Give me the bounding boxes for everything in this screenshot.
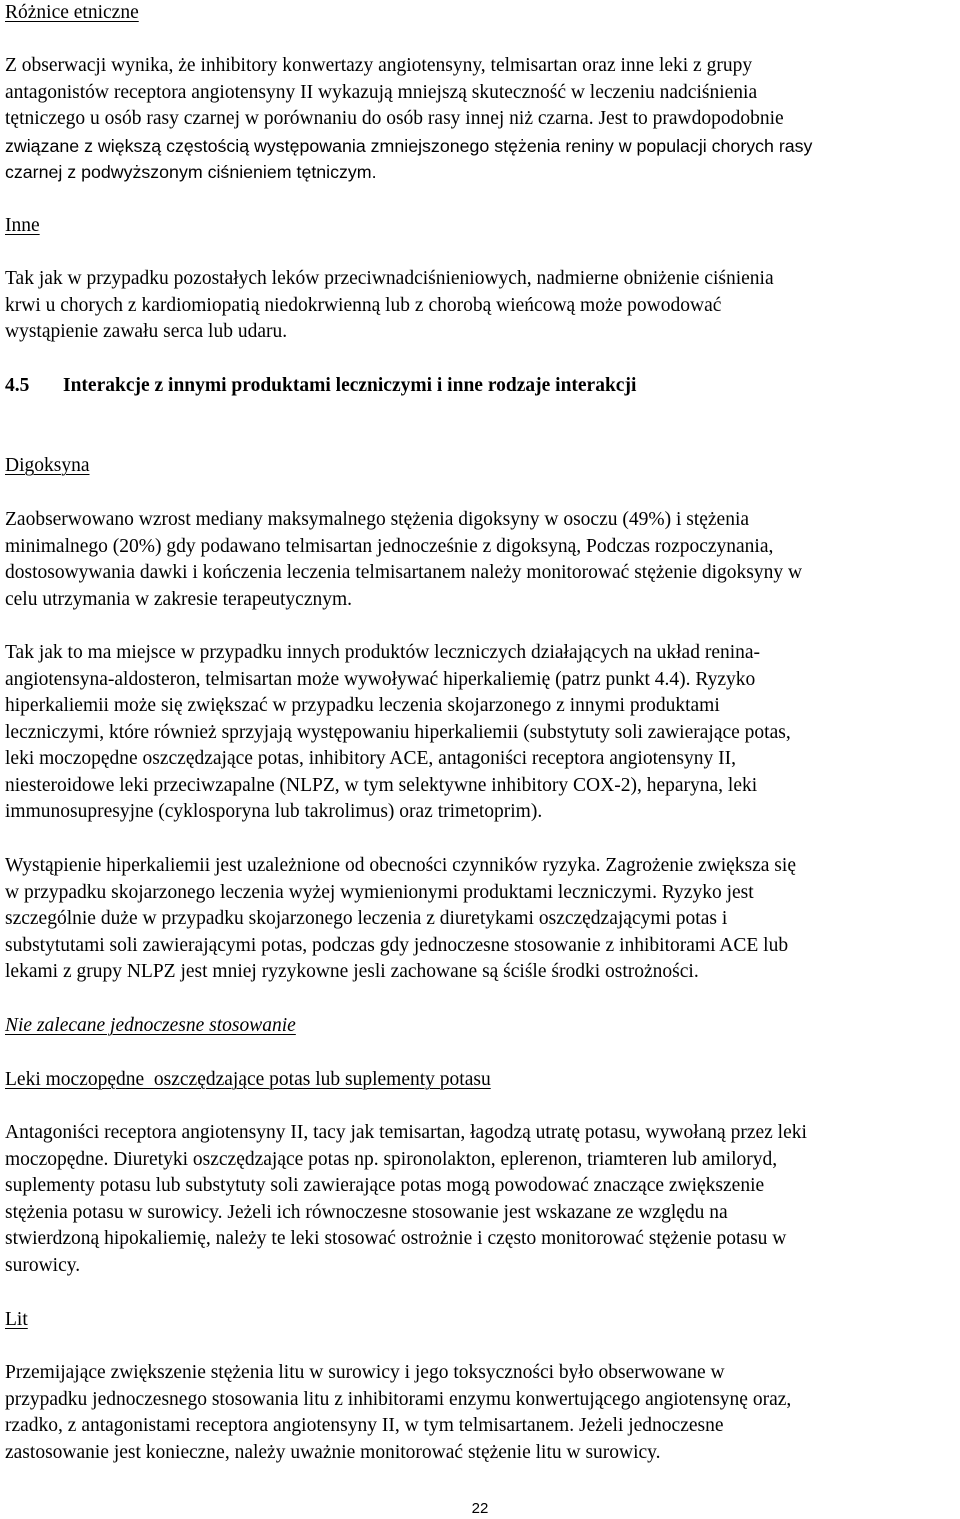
lithium-heading: Lit (5, 1309, 28, 1330)
text-line: surowicy. (5, 1254, 81, 1276)
text-line: czarnej z podwyższonym ciśnieniem tętniczym. (5, 162, 377, 182)
text-line: suplementy potasu lub substytuty soli zawierające potas mogą powodować znaczące zwiększenie (5, 1175, 765, 1196)
text-line: leczniczymi, które również sprzyjają występowaniu hiperkaliemii (substytuty soli zawierające potas, (5, 721, 791, 743)
text-line: Przemijające zwiększenie stężenia litu w surowicy i jego toksyczności było obserwowane w (5, 1362, 725, 1383)
page-number: 22 (471, 1500, 489, 1517)
digoxin-heading: Digoksyna (5, 455, 90, 476)
text-line: Antagoniści receptora angiotensyny II, tacy jak temisartan, łagodzą utratę potasu, wywołaną przez leki (5, 1122, 807, 1143)
section-title: Interakcje z innymi produktami leczniczymi i inne rodzaje interakcji (63, 375, 637, 396)
text-line: dostosowywania dawki i kończenia leczenia telmisartanem należy monitorować stężenie digoksyny w (5, 562, 803, 583)
text-line: zastosowanie jest konieczne, należy uważnie monitorować stężenie litu w surowicy. (5, 1441, 661, 1463)
text-line: Tak jak to ma miejsce w przypadku innych produktów leczniczych działających na układ renina- (5, 642, 761, 663)
lithium-paragraph (5, 1360, 791, 1466)
digoxin-paragraph (5, 507, 802, 613)
text-line: związane z większą częstością występowania zmniejszonego stężenia reniny w populacji chorych rasy (5, 135, 813, 156)
text-line: lekami z grupy NLPZ jest mniej ryzykowne jesli zachowane są ściśle środki ostrożności. (5, 961, 699, 982)
diuretics-heading: Leki moczopędne oszczędzające potas lub suplementy potasu (5, 1069, 491, 1090)
text-line: niesteroidowe leki przeciwzapalne (NLPZ, w tym selektywne inhibitory COX-2), heparyna, leki (5, 774, 758, 796)
text-line: wystąpienie zawału serca lub udaru. (5, 321, 288, 342)
text-line: stężenia potasu w surowicy. Jeżeli ich równoczesne stosowanie jest wskazane ze względu na (5, 1201, 728, 1223)
diuretics-paragraph (5, 1120, 807, 1279)
text-line: leki moczopędne oszczędzające potas, inhibitory ACE, antagoniści receptora angiotensyny II, (5, 748, 736, 769)
text-line: rzadko, z antagonistami receptora angiotensyny II, w tym telmisartanem. Jeżeli jednoczesne (5, 1415, 724, 1436)
not-recommended-heading: Nie zalecane jednoczesne stosowanie (5, 1015, 296, 1036)
text-line: krwi u chorych z kardiomiopatią niedokrwienną lub z chorobą wieńcową może powodować (5, 294, 722, 316)
text-line: immunosupresyjne (cyklosporyna lub takrolimus) oraz trimetoprim). (5, 801, 543, 822)
text-line: minimalnego (20%) gdy podawano telmisartan jednocześnie z digoksyną, Podczas rozpoczynania, (5, 535, 774, 557)
text-line: angiotensyna-aldosteron, telmisartan może wywoływać hiperkaliemię (patrz punkt 4.4). Ryzyko (5, 668, 756, 690)
text-line: hiperkaliemii może się zwiększać w przypadku leczenia skojarzonego z innymi produktami (5, 695, 720, 716)
ethnic-paragraph (5, 53, 812, 186)
text-line: Tak jak w przypadku pozostałych leków przeciwnadciśnieniowych, nadmierne obniżenie ciśnienia (5, 268, 774, 289)
text-line: substytutami soli zawierającymi potas, podczas gdy jednoczesne stosowanie z inhibitorami ACE lub (5, 934, 789, 956)
text-line: celu utrzymania w zakresie terapeutycznym. (5, 588, 353, 610)
text-line: Zaobserwowano wzrost mediany maksymalnego stężenia digoksyny w osoczu (49%) i stężenia (5, 509, 750, 530)
text-line: przypadku jednoczesnego stosowania litu z inhibitorami enzymu konwertującego angiotensynę oraz, (5, 1388, 792, 1410)
other-heading: Inne (5, 215, 40, 236)
other-paragraph (5, 266, 774, 346)
text-line: szczególnie duże w przypadku skojarzonego leczenia z diuretykami oszczędzającymi potas i (5, 908, 728, 929)
raas-paragraph (5, 640, 791, 826)
text-line: tętniczego u osób rasy czarnej w porównaniu do osób rasy innej niż czarna. Jest to prawdopodobnie (5, 108, 784, 129)
section-heading (5, 373, 636, 400)
text-line: Wystąpienie hiperkaliemii jest uzależnione od obecności czynników ryzyka. Zagrożenie zwiększa się (5, 855, 796, 876)
section-number: 4.5 (5, 375, 30, 396)
text-line: antagonistów receptora angiotensyny II wykazują mniejszą skuteczność w leczeniu nadciśnienia (5, 81, 758, 103)
ethnic-heading: Różnice etniczne (5, 2, 139, 23)
text-line: stwierdzoną hipokaliemię, należy te leki stosować ostrożnie i często monitorować stężenie potasu w (5, 1228, 787, 1249)
text-line: w przypadku skojarzonego leczenia wyżej wymienionymi produktami leczniczymi. Ryzyko jest (5, 881, 754, 903)
risk-paragraph (5, 853, 796, 986)
text-line: moczopędne. Diuretyki oszczędzające potas np. spironolakton, eplerenon, triamteren lub amiloryd, (5, 1148, 778, 1170)
text-line: Z obserwacji wynika, że inhibitory konwertazy angiotensyny, telmisartan oraz inne leki z grupy (5, 55, 753, 76)
